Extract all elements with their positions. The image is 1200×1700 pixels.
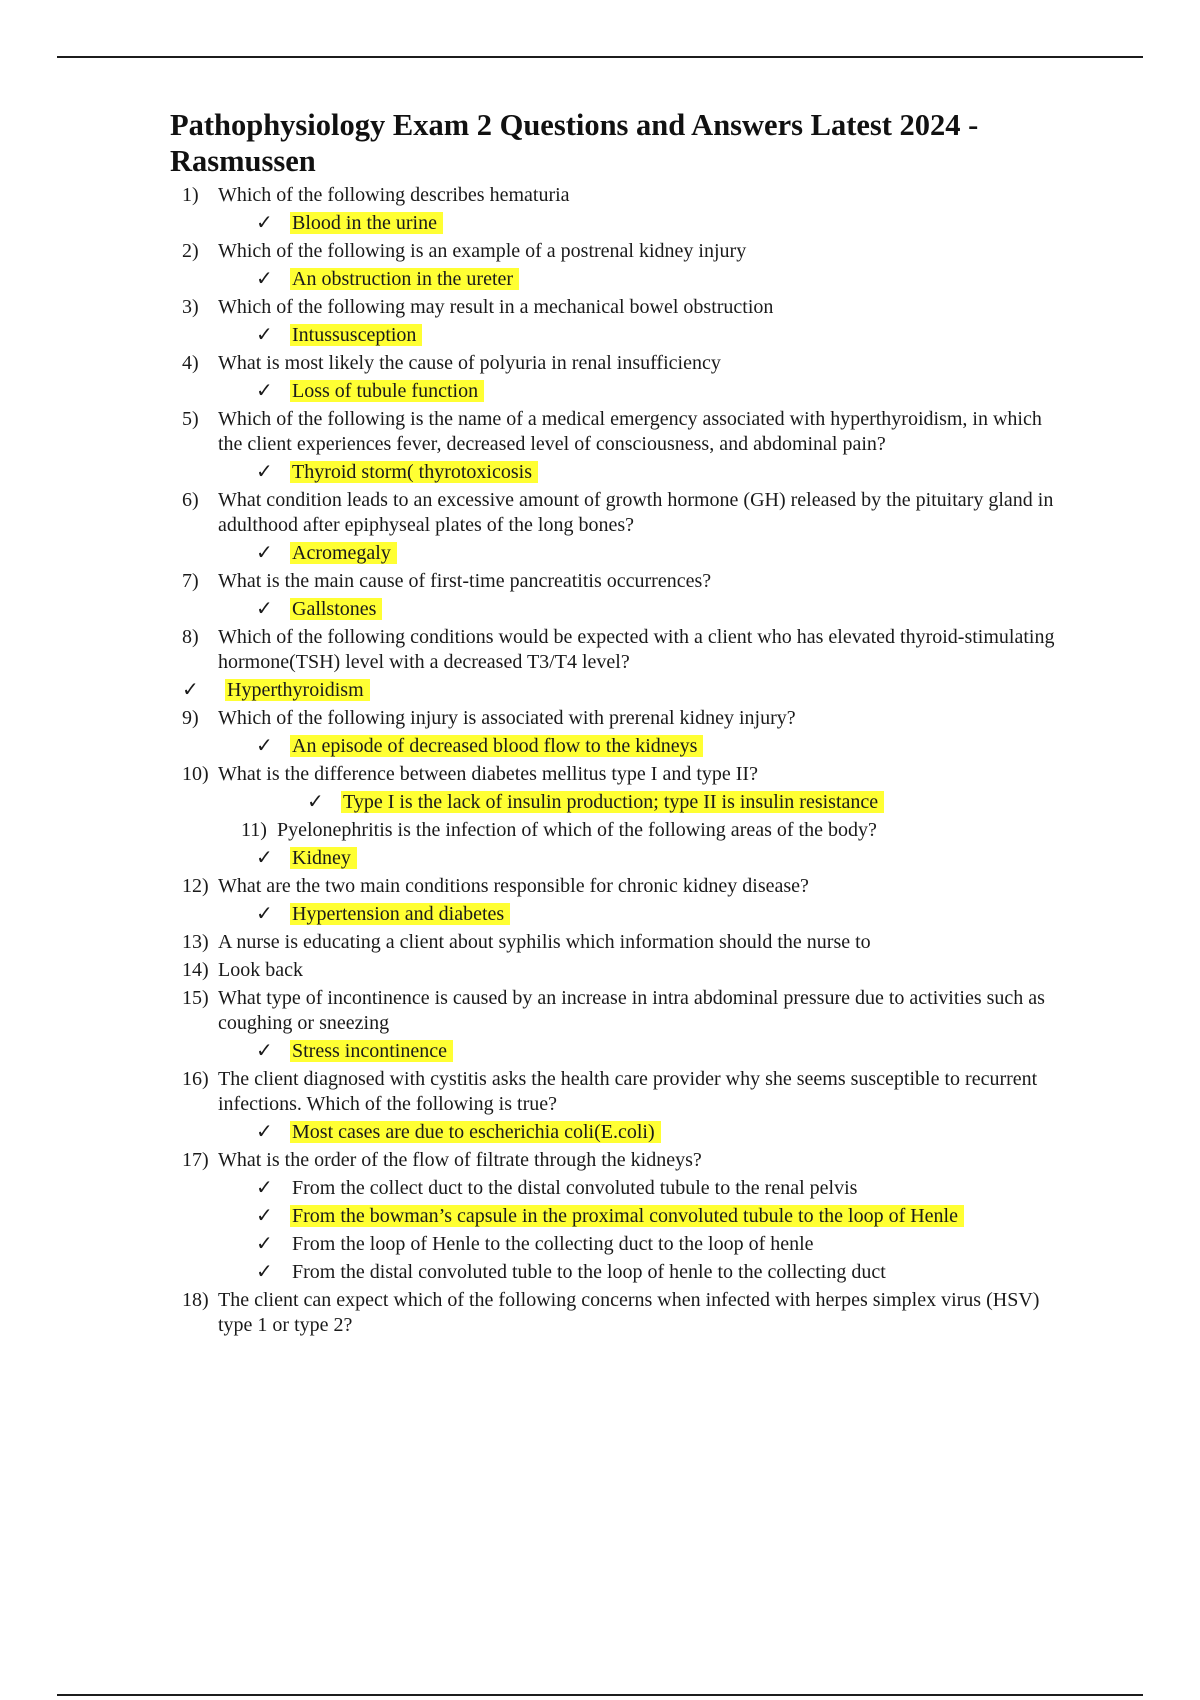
highlighted-answer-text: Most cases are due to escherichia coli(E.coli)	[290, 1121, 661, 1143]
checkmark-icon: ✓	[256, 1233, 273, 1255]
question-text: Pyelonephritis is the infection of which of the following areas of the body?	[277, 819, 877, 841]
question-text: What type of incontinence is caused by an increase in intra abdominal pressure due to activities such as coughing or sneezing	[218, 987, 1045, 1034]
highlighted-answer-text: Type I is the lack of insulin production; type II is insulin resistance	[341, 791, 884, 813]
checkmark-icon: ✓	[307, 791, 324, 813]
answer-text: From the collect duct to the distal convoluted tubule to the renal pelvis	[292, 1177, 858, 1199]
checkmark-icon: ✓	[256, 461, 273, 483]
question-number: 12)	[182, 875, 209, 897]
question-item	[170, 874, 1070, 899]
highlighted-answer-text: Gallstones	[290, 598, 382, 620]
checkmark-icon: ✓	[256, 1040, 273, 1062]
highlighted-answer-text: An obstruction in the ureter	[290, 268, 519, 290]
question-item	[170, 762, 1070, 787]
highlighted-answer-text: Thyroid storm( thyrotoxicosis	[290, 461, 538, 483]
question-text: What condition leads to an excessive amount of growth hormone (GH) released by the pituitary gland in adulthood after epiphyseal plates of the long bones?	[218, 489, 1054, 536]
answer-item	[170, 1120, 1070, 1145]
question-number: 4)	[182, 352, 199, 374]
highlighted-answer-text: Blood in the urine	[290, 212, 443, 234]
checkmark-icon: ✓	[256, 847, 273, 869]
question-number: 2)	[182, 240, 199, 262]
checkmark-icon: ✓	[256, 212, 273, 234]
answer-item	[170, 902, 1070, 927]
answer-item	[170, 1232, 1070, 1257]
question-text: Which of the following is the name of a medical emergency associated with hyperthyroidism, in which the client experiences fever, decreased level of consciousness, and abdominal pain?	[218, 408, 1042, 455]
answer-item	[170, 678, 1070, 703]
highlighted-answer-text: Intussusception	[290, 324, 422, 346]
answer-item	[170, 541, 1070, 566]
question-item	[170, 351, 1070, 376]
question-item	[170, 183, 1070, 208]
question-number: 16)	[182, 1068, 209, 1090]
question-text: Which of the following may result in a mechanical bowel obstruction	[218, 296, 774, 318]
question-text: What is most likely the cause of polyuria in renal insufficiency	[218, 352, 721, 374]
checkmark-icon: ✓	[182, 679, 199, 701]
question-text: What is the order of the flow of filtrate through the kidneys?	[218, 1149, 702, 1171]
question-text: What is the main cause of first-time pancreatitis occurrences?	[218, 570, 712, 592]
question-number: 6)	[182, 489, 199, 511]
checkmark-icon: ✓	[256, 1121, 273, 1143]
question-text: What is the difference between diabetes mellitus type I and type II?	[218, 763, 758, 785]
question-item	[170, 295, 1070, 320]
question-number: 9)	[182, 707, 199, 729]
checkmark-icon: ✓	[256, 1261, 273, 1283]
question-number: 1)	[182, 184, 199, 206]
highlighted-answer-text: Stress incontinence	[290, 1040, 453, 1062]
highlighted-answer-text: Hyperthyroidism	[225, 679, 370, 701]
question-item	[170, 569, 1070, 594]
checkmark-icon: ✓	[256, 542, 273, 564]
document-body	[170, 107, 1070, 1338]
answer-item	[170, 460, 1070, 485]
question-item	[170, 986, 1070, 1036]
answer-item	[170, 323, 1070, 348]
highlighted-answer-text: Acromegaly	[290, 542, 397, 564]
question-item	[170, 706, 1070, 731]
question-number: 7)	[182, 570, 199, 592]
answer-item	[170, 1176, 1070, 1201]
answer-text: From the loop of Henle to the collecting duct to the loop of henle	[292, 1233, 814, 1255]
question-item	[170, 488, 1070, 538]
top-rule	[57, 56, 1143, 58]
question-number: 8)	[182, 626, 199, 648]
highlighted-answer-text: From the bowman’s capsule in the proximal convoluted tubule to the loop of Henle	[290, 1205, 964, 1227]
question-item	[170, 239, 1070, 264]
question-text: Which of the following injury is associated with prerenal kidney injury?	[218, 707, 796, 729]
question-item	[170, 1067, 1070, 1117]
answer-item	[170, 211, 1070, 236]
question-number: 15)	[182, 987, 209, 1009]
checkmark-icon: ✓	[256, 903, 273, 925]
question-number: 14)	[182, 959, 209, 981]
checkmark-icon: ✓	[256, 268, 273, 290]
question-number: 11)	[241, 819, 267, 841]
bottom-rule	[57, 1694, 1143, 1696]
question-text: The client can expect which of the following concerns when infected with herpes simplex virus (HSV) type 1 or type 2?	[218, 1289, 1040, 1336]
document-title: Pathophysiology Exam 2 Questions and Answers Latest 2024 - Rasmussen	[170, 108, 979, 178]
question-text: Which of the following conditions would be expected with a client who has elevated thyroid-stimulating hormone(TSH) level with a decreased T3/T4 level?	[218, 626, 1055, 673]
question-item	[170, 625, 1070, 675]
checkmark-icon: ✓	[256, 735, 273, 757]
question-text: Which of the following is an example of a postrenal kidney injury	[218, 240, 747, 262]
question-text: Which of the following describes hematuria	[218, 184, 570, 206]
answer-item	[170, 734, 1070, 759]
highlighted-answer-text: An episode of decreased blood flow to the kidneys	[290, 735, 703, 757]
question-item	[170, 930, 1070, 955]
answer-item	[170, 790, 1070, 815]
answer-item	[170, 379, 1070, 404]
question-item	[170, 407, 1070, 457]
question-item	[229, 818, 1070, 843]
highlighted-answer-text: Loss of tubule function	[290, 380, 484, 402]
question-text: The client diagnosed with cystitis asks the health care provider why she seems susceptible to recurrent infections. Which of the following is true?	[218, 1068, 1038, 1115]
question-number: 5)	[182, 408, 199, 430]
question-list	[170, 183, 1070, 1338]
checkmark-icon: ✓	[256, 1205, 273, 1227]
question-item	[170, 1288, 1070, 1338]
answer-item	[170, 1204, 1070, 1229]
question-number: 18)	[182, 1289, 209, 1311]
question-item	[170, 958, 1070, 983]
question-number: 13)	[182, 931, 209, 953]
question-text: Look back	[218, 959, 303, 981]
question-text: What are the two main conditions responsible for chronic kidney disease?	[218, 875, 809, 897]
answer-item	[170, 1260, 1070, 1285]
question-text: A nurse is educating a client about syphilis which information should the nurse to	[218, 931, 871, 953]
answer-text: From the distal convoluted tuble to the loop of henle to the collecting duct	[292, 1261, 886, 1283]
answer-item	[170, 597, 1070, 622]
highlighted-answer-text: Hypertension and diabetes	[290, 903, 510, 925]
answer-item	[170, 267, 1070, 292]
question-item	[170, 1148, 1070, 1173]
checkmark-icon: ✓	[256, 324, 273, 346]
answer-item	[170, 846, 1070, 871]
checkmark-icon: ✓	[256, 1177, 273, 1199]
answer-item	[170, 1039, 1070, 1064]
highlighted-answer-text: Kidney	[290, 847, 357, 869]
question-number: 3)	[182, 296, 199, 318]
checkmark-icon: ✓	[256, 380, 273, 402]
checkmark-icon: ✓	[256, 598, 273, 620]
question-number: 17)	[182, 1149, 209, 1171]
question-number: 10)	[182, 763, 209, 785]
